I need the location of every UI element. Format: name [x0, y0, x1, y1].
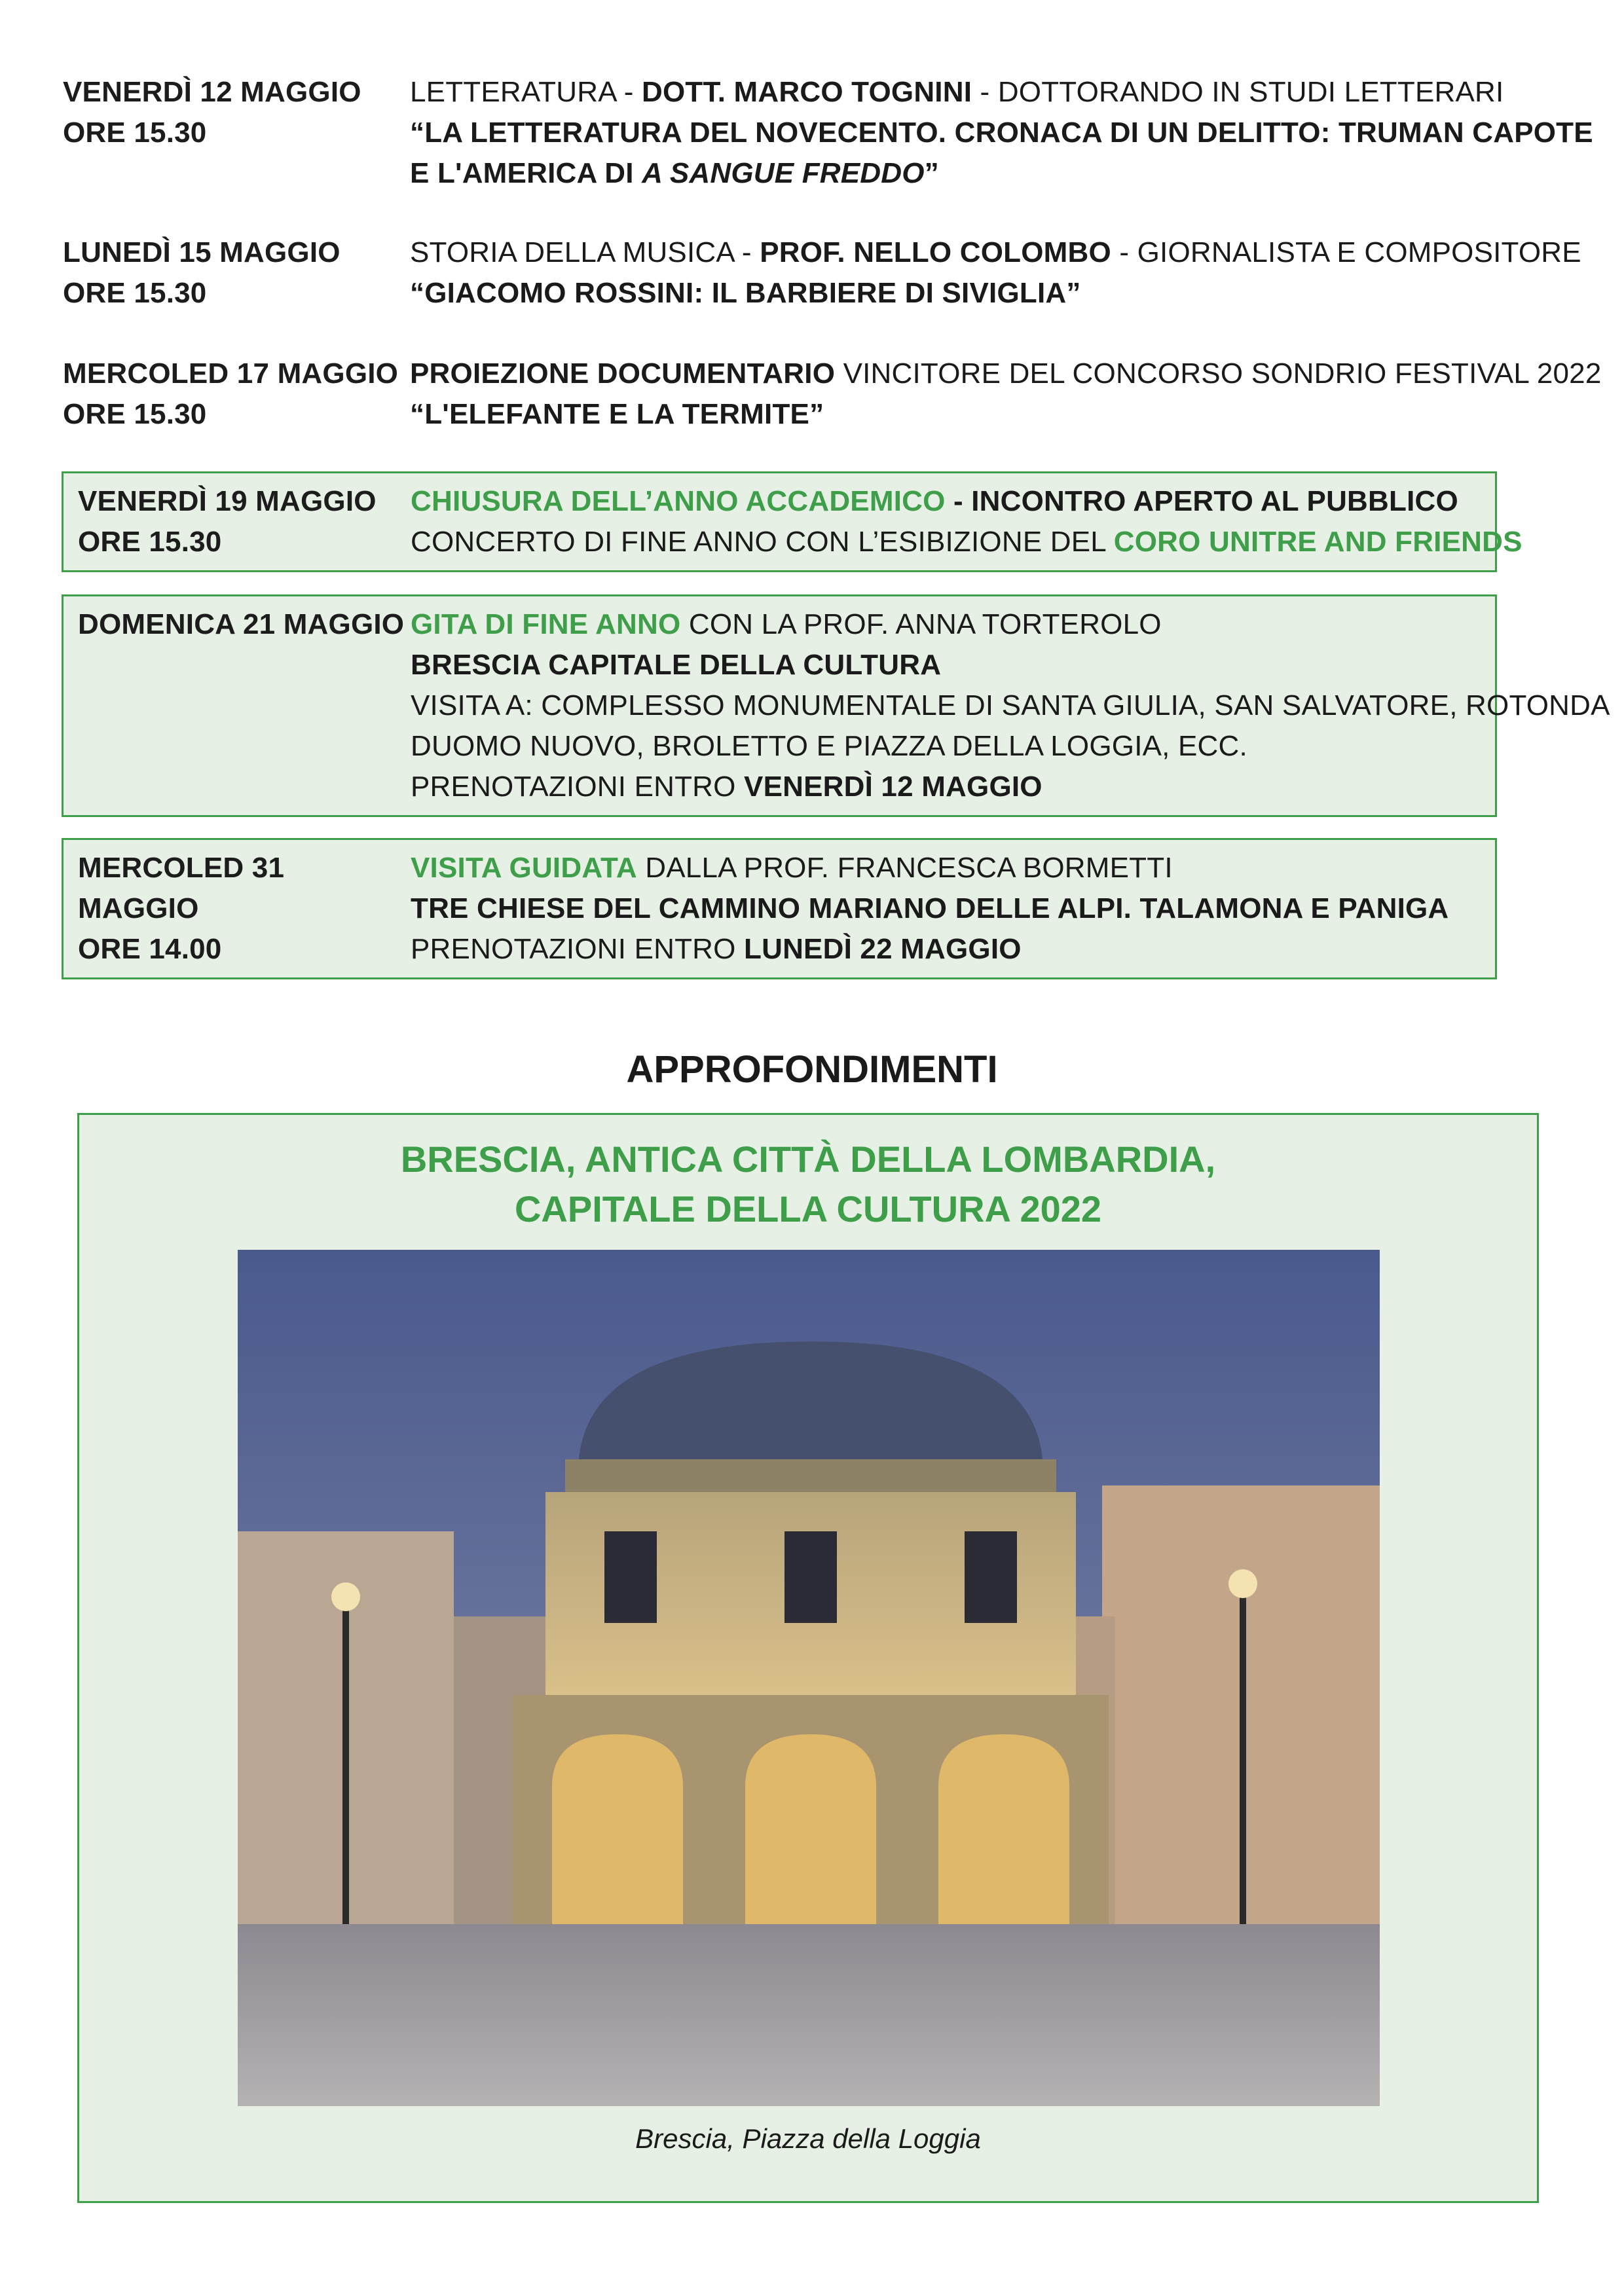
event-title-cont: E L'AMERICA DI A SANGUE FREDDO”	[410, 157, 939, 189]
event-box	[62, 471, 1522, 572]
feature-box	[77, 1113, 1539, 2203]
event-date: MERCOLED 17 MAGGIO	[63, 357, 399, 390]
event-datetime	[63, 354, 410, 435]
event-datetime	[78, 481, 411, 562]
event-time: ORE 14.00	[78, 933, 222, 965]
event-time: ORE 15.30	[63, 398, 207, 430]
event-title: “GIACOMO ROSSINI: IL BARBIERE DI SIVIGLIA”	[410, 277, 1081, 309]
event-description	[411, 481, 1522, 562]
event-row	[63, 232, 1581, 314]
event-row	[63, 354, 1602, 435]
event-datetime	[78, 604, 411, 645]
event-date: LUNEDÌ 15 MAGGIO	[63, 236, 341, 268]
section-title: APPROFONDIMENTI	[626, 1048, 998, 1091]
event-date: DOMENICA 21 MAGGIO	[78, 608, 405, 640]
event-line: DUOMO NUOVO, BROLETTO E PIAZZA DELLA LOGGIA, ECC.	[411, 730, 1247, 762]
event-line: CHIUSURA DELL’ANNO ACCADEMICO - INCONTRO APERTO AL PUBBLICO	[411, 485, 1458, 517]
event-line: STORIA DELLA MUSICA - PROF. NELLO COLOMBO - GIORNALISTA E COMPOSITORE	[410, 236, 1581, 268]
event-description	[411, 848, 1495, 970]
event-line: VISITA GUIDATA DALLA PROF. FRANCESCA BORMETTI	[411, 852, 1173, 884]
event-box	[62, 838, 1497, 979]
event-time: ORE 15.30	[63, 117, 207, 149]
event-line: LETTERATURA - DOTT. MARCO TOGNINI - DOTTORANDO IN STUDI LETTERARI	[410, 76, 1504, 108]
event-time: ORE 15.30	[63, 277, 207, 309]
piazza-della-loggia-photo	[238, 1250, 1380, 2106]
event-title: TRE CHIESE DEL CAMMINO MARIANO DELLE ALPI. TALAMONA E PANIGA	[411, 892, 1449, 924]
event-line: PROIEZIONE DOCUMENTARIO VINCITORE DEL CONCORSO SONDRIO FESTIVAL 2022	[410, 357, 1602, 390]
event-booking: PRENOTAZIONI ENTRO LUNEDÌ 22 MAGGIO	[411, 933, 1022, 965]
event-title: BRESCIA CAPITALE DELLA CULTURA	[411, 649, 942, 681]
photo-caption: Brescia, Piazza della Loggia	[635, 2123, 981, 2154]
event-line: VISITA A: COMPLESSO MONUMENTALE DI SANTA GIULIA, SAN SALVATORE, ROTONDA	[411, 689, 1610, 721]
event-description	[410, 354, 1602, 435]
photo-illustration	[238, 1250, 1380, 2106]
event-date: MERCOLED 31 MAGGIO	[78, 852, 285, 924]
event-date: VENERDÌ 12 MAGGIO	[63, 76, 361, 108]
event-description	[410, 72, 1593, 194]
event-title: “L'ELEFANTE E LA TERMITE”	[410, 398, 824, 430]
event-time: ORE 15.30	[78, 526, 222, 558]
event-line: CONCERTO DI FINE ANNO CON L’ESIBIZIONE DEL CORO UNITRE AND FRIENDS	[411, 526, 1522, 558]
event-datetime	[78, 848, 411, 970]
event-datetime	[63, 72, 410, 153]
event-datetime	[63, 232, 410, 314]
event-box	[62, 594, 1610, 817]
event-row	[63, 72, 1593, 194]
event-booking: PRENOTAZIONI ENTRO VENERDÌ 12 MAGGIO	[411, 771, 1043, 803]
event-line: GITA DI FINE ANNO CON LA PROF. ANNA TORTEROLO	[411, 608, 1162, 640]
event-date: VENERDÌ 19 MAGGIO	[78, 485, 377, 517]
event-title: “LA LETTERATURA DEL NOVECENTO. CRONACA DI UN DELITTO: TRUMAN CAPOTE	[410, 117, 1593, 149]
event-description	[411, 604, 1610, 807]
event-description	[410, 232, 1581, 314]
feature-title: BRESCIA, ANTICA CITTÀ DELLA LOMBARDIA, CAPITALE DELLA CULTURA 2022	[400, 1139, 1216, 1230]
